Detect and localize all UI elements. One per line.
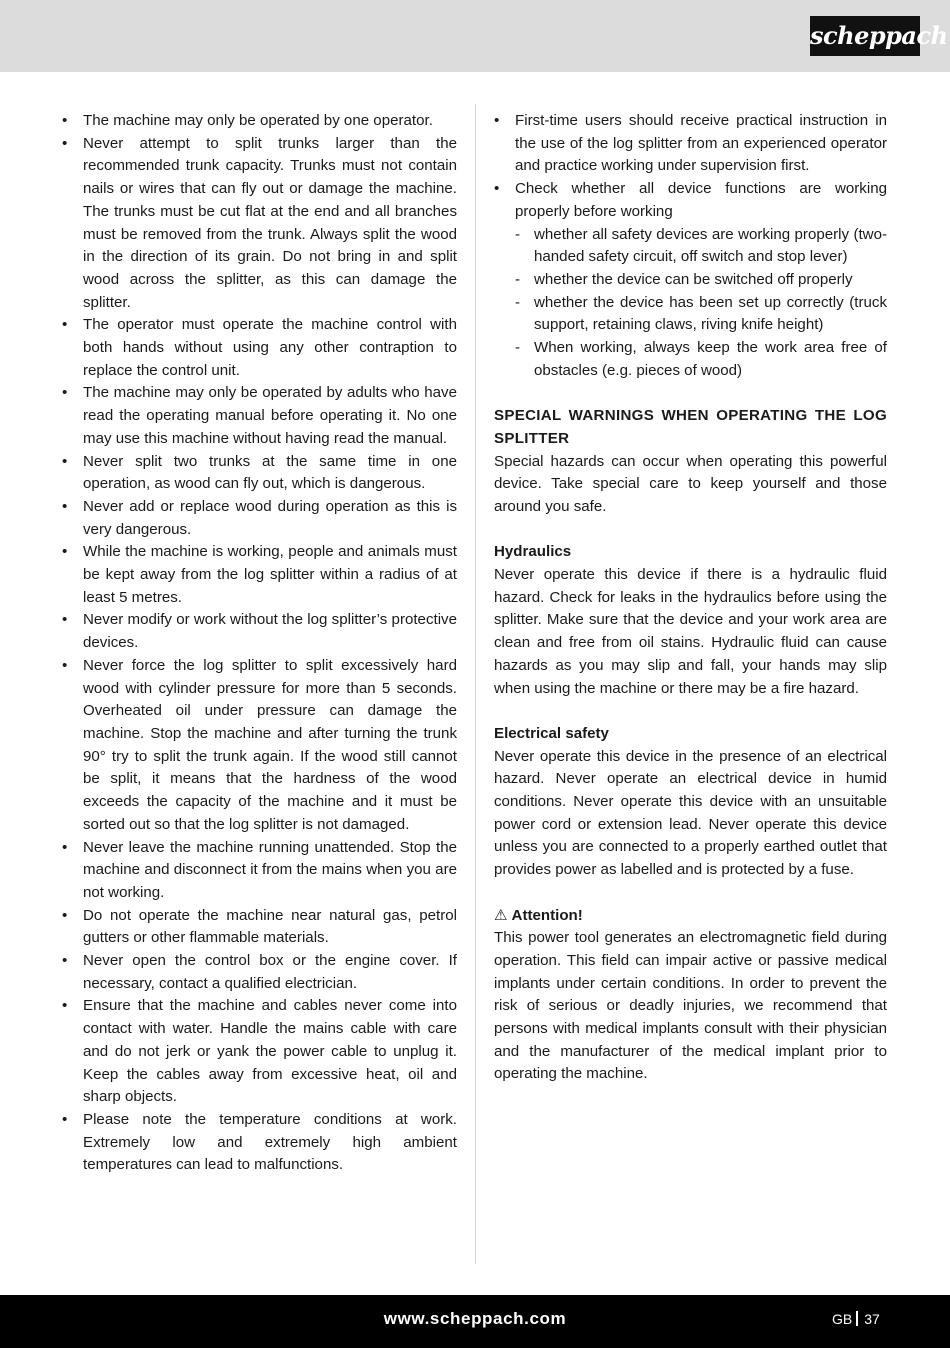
attention-heading-row: [494, 905, 887, 928]
sub-list-item: - whether all safety devices are working properly (two-handed safety circuit, off switch and stop lever): [515, 224, 887, 269]
left-column: [62, 110, 457, 1177]
special-warnings-text: Special hazards can occur when operating this powerful device. Take special care to keep yourself and those around you safe.: [494, 452, 887, 515]
sub-list-item: - whether the device has been set up correctly (truck support, retaining claws, riving knife height): [515, 292, 887, 337]
page-indicator: [832, 1311, 880, 1327]
electrical-safety-text: Never operate this device in the presence of an electrical hazard. Never operate an electrical device in humid conditions. Never operate this device with an unsuitable power cord or extension lead. Never operate this device unless you are connected to a properly earthed outlet that provides power as labelled and is protected by a fuse.: [494, 747, 887, 879]
attention-text: This power tool generates an electromagnetic field during operation. This field can impair active or passive medical implants under certain conditions. In order to prevent the risk of serious or deadly injuries, we recommend that persons with medical implants consult with their physician and the manufacturer of the medical implant prior to operating the machine.: [494, 929, 887, 1083]
list-item: • Never force the log splitter to split excessively hard wood with cylinder pressure for more than 5 seconds. Overheated oil under pressure can damage the machine. Stop the machine and after turning the trunk 90° try to split the trunk again. If the wood still cannot be split, it means that the hardness of the wood exceeds the capacity of the machine and it must be sorted out so that the log splitter is not damaged.: [62, 655, 457, 837]
right-bullet-list: [494, 110, 887, 382]
sub-list-item: - When working, always keep the work area free of obstacles (e.g. pieces of wood): [515, 337, 887, 382]
sub-list-item: - whether the device can be switched off properly: [515, 269, 887, 292]
hydraulics-text: Never operate this device if there is a hydraulic fluid hazard. Check for leaks in the hydraulics before using the splitter. Make sure that the device and your work area are clean and free from oil stains. Hydraulic fluid can cause hazards as you may slip and fall, your hands may slip when using the machine or there may be a fire hazard.: [494, 566, 887, 697]
list-item: • The machine may only be operated by one operator.: [62, 110, 457, 133]
page-number: 37: [864, 1311, 880, 1327]
hydraulics-heading: Hydraulics: [494, 543, 572, 561]
brand-logo: scheppach: [810, 16, 920, 56]
list-item: • Ensure that the machine and cables never come into contact with water. Handle the mains cable with care and do not jerk or yank the power cable to unplug it. Keep the cables away from excessive heat, oil and sharp objects.: [62, 995, 457, 1109]
list-item: • Please note the temperature conditions at work. Extremely low and extremely high ambient temperatures can lead to malfunctions.: [62, 1109, 457, 1177]
list-item: • Never split two trunks at the same time in one operation, as wood can fly out, which is dangerous.: [62, 451, 457, 496]
list-item: • Never add or replace wood during operation as this is very dangerous.: [62, 496, 457, 541]
sub-list: [515, 224, 887, 383]
footer-website-link[interactable]: www.scheppach.com: [383, 1309, 567, 1328]
list-item: • Never open the control box or the engine cover. If necessary, contact a qualified electrician.: [62, 950, 457, 995]
list-item: • Never attempt to split trunks larger than the recommended trunk capacity. Trunks must not contain nails or wires that can fly out or damage the machine. The trunks must be cut flat at the end and all branches must be removed from the trunk. Always split the wood in the direction of its grain. Do not bring in and split wood across the splitter, as this can damage the splitter.: [62, 133, 457, 315]
list-item: • Do not operate the machine near natural gas, petrol gutters or other flammable materials.: [62, 905, 457, 950]
list-item-text: Check whether all device functions are working properly before working: [515, 180, 887, 220]
header-bar: [0, 0, 950, 72]
list-item: [494, 178, 887, 382]
special-warnings-heading: SPECIAL WARNINGS WHEN OPERATING THE LOG SPLITTER: [494, 407, 887, 447]
list-item: • Never leave the machine running unattended. Stop the machine and disconnect it from the mains when you are not working.: [62, 837, 457, 905]
list-item: • Never modify or work without the log splitter’s protective devices.: [62, 609, 457, 654]
list-item: • First-time users should receive practical instruction in the use of the log splitter from an experienced operator and practice working under supervision first.: [494, 110, 887, 178]
warning-triangle-icon: ⚠: [494, 906, 508, 924]
footer-separator: [856, 1311, 858, 1326]
right-column: [494, 110, 887, 1086]
list-item: • The machine may only be operated by adults who have read the operating manual before operating it. No one may use this machine without having read the manual.: [62, 382, 457, 450]
electrical-safety-heading: Electrical safety: [494, 724, 609, 742]
attention-heading: Attention!: [511, 906, 583, 924]
footer-bar: [0, 1295, 950, 1348]
left-bullet-list: [62, 110, 457, 1177]
column-divider: [475, 104, 476, 1264]
language-code: GB: [832, 1311, 853, 1327]
list-item: • While the machine is working, people and animals must be kept away from the log splitter within a radius of at least 5 metres.: [62, 541, 457, 609]
list-item: • The operator must operate the machine control with both hands without using any other contraption to replace the control unit.: [62, 314, 457, 382]
